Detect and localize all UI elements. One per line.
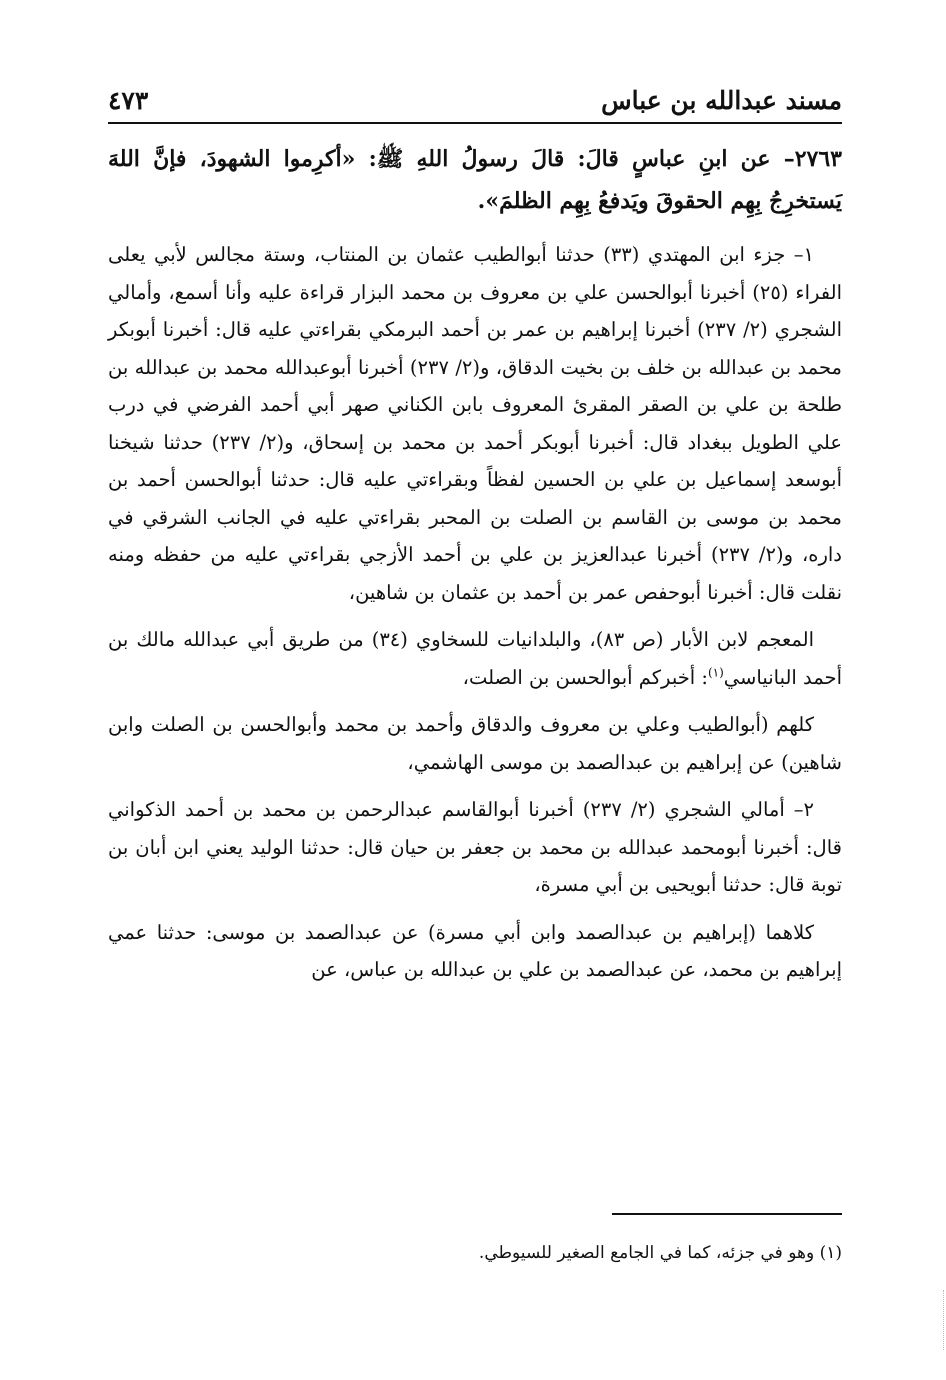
- hadith-text: ٢٧٦٣– عن ابنِ عباسٍ قالَ: قالَ رسولُ اللهِ ﷺ: «أكرِموا الشهودَ، فإنَّ اللهَ يَستخرِجُ بِهِم الحقوقَ ويَدفعُ بِهِم الظلمَ».: [108, 146, 842, 214]
- scan-edge-marks: [939, 1290, 944, 1350]
- takhrij-paragraph-3: كلهم (أبوالطيب وعلي بن معروف والدقاق وأحمد بن محمد وأبوالحسن بن الصلت وابن شاهين) عن إبراهيم بن عبدالصمد بن موسى الهاشمي،: [108, 713, 842, 774]
- takhrij-paragraph-5: كلاهما (إبراهيم بن عبدالصمد وابن أبي مسرة) عن عبدالصمد بن موسى: حدثنا عمي إبراهيم بن محمد، عن عبدالصمد بن علي بن عبدالله بن عباس، عن: [108, 920, 842, 981]
- page-number: ٤٧٣: [108, 86, 149, 115]
- running-title: مسند عبدالله بن عباس: [601, 86, 842, 115]
- page-header: [108, 82, 842, 124]
- takhrij-paragraph-2-text: المعجم لابن الأبار (ص ٨٣)، والبلدانيات للسخاوي (٣٤) من طريق أبي عبدالله مالك بن أحمد البانياسي: [108, 628, 842, 689]
- main-text: [108, 138, 842, 999]
- takhrij-paragraph-2-tail: : أخبركم أبوالحسن بن الصلت،: [462, 665, 708, 689]
- takhrij-paragraph-1: ١– جزء ابن المهتدي (٣٣) حدثنا أبوالطيب عثمان بن المنتاب، وستة مجالس لأبي يعلى الفراء (٢٥) أخبرنا أبوالحسن علي بن معروف بن محمد البزار قراءة عليه وأنا أسمع، وأمالي الشجري (٢/ ٢٣٧) أخبرنا إبراهيم بن عمر بن أحمد البرمكي بقراءتي عليه قال: أخبرنا أبوبكر محمد بن عبدالله بن خلف بن بخيت الدقاق، و(٢/ ٢٣٧) أخبرنا أبوعبدالله محمد بن عبدالله بن طلحة بن علي بن الصقر المقرئ المعروف بابن الكناني صهر أبي أحمد الفرضي في درب علي الطويل ببغداد قال: أخبرنا أبوبكر أحمد بن محمد بن إسحاق، و(٢/ ٢٣٧) حدثنا شيخنا أبوسعد إسماعيل بن علي بن الحسين لفظاً وبقراءتي عليه قال: حدثنا أبوالحسن أحمد بن محمد بن موسى بن القاسم بن الصلت بن المحبر بقراءتي عليه في الجانب الشرقي في داره، و(٢/ ٢٣٧) أخبرنا عبدالعزيز بن علي بن أحمد الأزجي بقراءتي عليه من حفظه ومنه نقلت قال: أخبرنا أبوحفص عمر بن أحمد بن عثمان بن شاهين،: [108, 243, 842, 604]
- footnote: (١) وهو في جزئه، كما في الجامع الصغير للسيوطي.: [478, 1243, 842, 1263]
- takhrij-paragraph-4: ٢– أمالي الشجري (٢/ ٢٣٧) أخبرنا أبوالقاسم عبدالرحمن بن محمد بن أحمد الذكواني قال: أخبرنا أبومحمد عبدالله بن محمد بن جعفر بن حيان قال: حدثنا الوليد يعني ابن أبان بن توبة قال: حدثنا أبويحيى بن أبي مسرة،: [108, 798, 842, 896]
- footnote-divider: [612, 1213, 842, 1215]
- footnote-reference: (١): [707, 665, 724, 679]
- takhrij-paragraph-2: [108, 621, 842, 696]
